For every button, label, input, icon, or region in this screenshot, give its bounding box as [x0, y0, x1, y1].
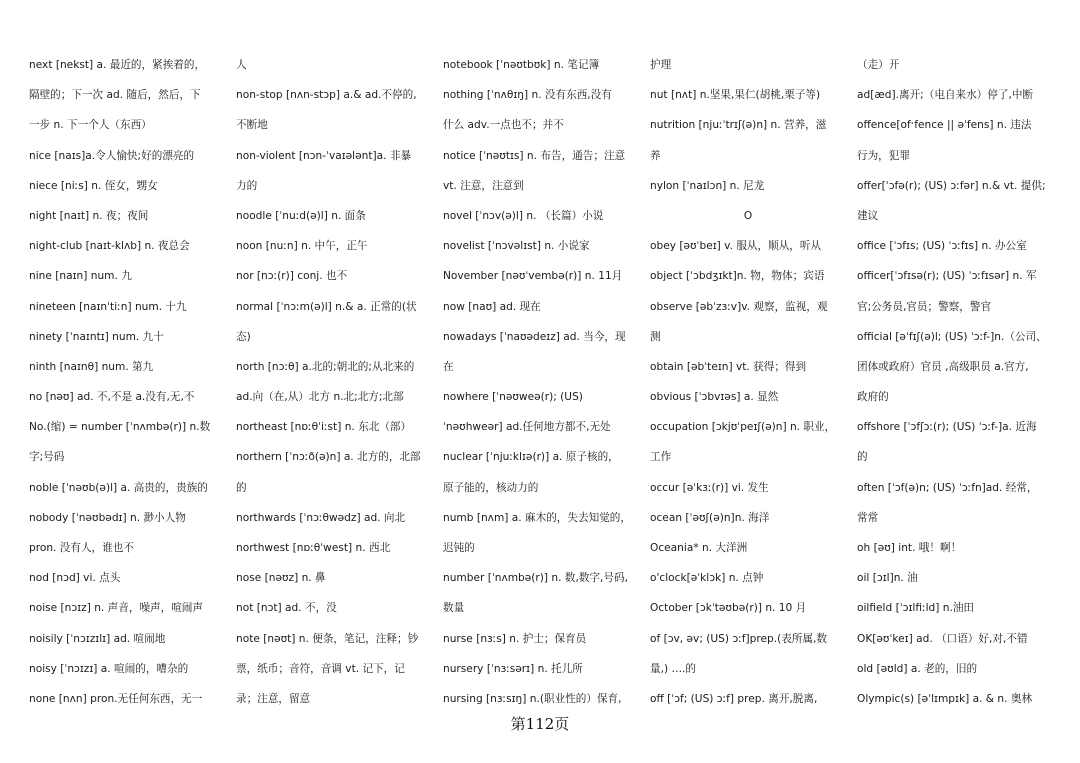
- entry-line: next [nekst] a. 最近的，紧挨着的，: [29, 59, 206, 71]
- entry-line: vt. 注意，注意到: [443, 179, 524, 192]
- column-4: [650, 50, 846, 714]
- entry-line: 建议: [857, 209, 879, 222]
- entry-line: northwards [ˈnɔːθwədz] ad. 向北: [236, 511, 406, 524]
- entry-line: nose [nəʊz] n. 鼻: [236, 572, 326, 585]
- entry-line: nobody [ˈnəʊbədɪ] n. 渺小人物: [29, 511, 186, 524]
- entry-line: ad[æd].离开;（电自来水）停了,中断: [857, 89, 1034, 102]
- entry-line: of [ɔv, əv; (US) ɔːf]prep.(表所属,数: [650, 632, 827, 645]
- entry-line: offshore [ˈɔfʃɔː(r); (US) ˈɔːf-]a. 近海: [857, 421, 1037, 434]
- entry-line: notice [ˈnəʊtɪs] n. 布告，通告；注意: [443, 149, 626, 162]
- column-2: [236, 50, 436, 714]
- entry-line: 团体或政府）官员 ,高级职员 a.官方,: [857, 360, 1029, 373]
- entry-line: obtain [əbˈteɪn] vt. 获得；得到: [650, 360, 807, 373]
- entry-line: ad.向（在,从）北方 n.北;北方;北部: [236, 391, 404, 404]
- entry-line: 迟钝的: [443, 542, 475, 554]
- entry-line: no [nəʊ] ad. 不,不是 a.没有,无,不: [29, 391, 195, 404]
- entry-line: 测: [650, 330, 661, 343]
- entry-line: 录；注意，留意: [236, 692, 311, 705]
- entry-line: 的: [236, 481, 247, 494]
- entry-line: none [nʌn] pron.无任何东西，无一: [29, 692, 203, 705]
- entry-line: ocean [ˈəʊʃ(ə)n]n. 海洋: [650, 511, 770, 524]
- entry-line: non-violent [nɔn-ˈvaɪələnt]a. 非暴: [236, 149, 412, 162]
- entry-line: 隔壁的；下一次 ad. 随后，然后，下: [29, 89, 201, 102]
- entry-line: night-club [naɪt-klʌb] n. 夜总会: [29, 240, 190, 253]
- entry-line: number [ˈnʌmbə(r)] n. 数,数字,号码,: [443, 572, 628, 585]
- entry-line: north [nɔːθ] a.北的;朝北的;从北来的: [236, 360, 415, 373]
- entry-line: 力的: [236, 179, 258, 192]
- entry-line: now [naʊ] ad. 现在: [443, 300, 541, 313]
- entry-line: OK[əʊˈkeɪ] ad. （口语）好,对,不错: [857, 632, 1028, 645]
- entry-line: noon [nuːn] n. 中午，正午: [236, 240, 368, 253]
- entry-line: 的: [857, 451, 868, 464]
- entry-line: 人: [236, 59, 247, 71]
- entry-line: noise [nɔɪz] n. 声音，噪声，喧闹声: [29, 602, 203, 615]
- column-3: [443, 50, 641, 714]
- entry-line: 字;号码: [29, 451, 65, 464]
- entry-line: Oceania* n. 大洋洲: [650, 542, 748, 554]
- entry-line: Olympic(s) [əˈlɪmpɪk] a. & n. 奥林: [857, 692, 1033, 705]
- entry-line: non-stop [nʌn-stɔp] a.& ad.不停的,: [236, 89, 417, 102]
- column-1: [29, 50, 229, 714]
- entry-line: 原子能的，核动力的: [443, 481, 539, 494]
- entry-line: obey [əʊˈbeɪ] v. 服从，顺从，听从: [650, 240, 822, 253]
- entry-line: northwest [nɒːθˈwest] n. 西北: [236, 542, 391, 554]
- entry-line: ninth [naɪnθ] num. 第九: [29, 360, 154, 373]
- entry-line: novel [ˈnɔv(ə)l] n. （长篇）小说: [443, 209, 604, 222]
- entry-line: old [əʊld] a. 老的，旧的: [857, 662, 978, 675]
- entry-line: nineteen [naɪnˈtiːn] num. 十九: [29, 300, 187, 313]
- entry-line: noisily [ˈnɔɪzɪlɪ] ad. 喧闹地: [29, 632, 166, 645]
- entry-line: pron. 没有人，谁也不: [29, 542, 134, 554]
- entry-line: ˈnəʊhweər] ad.任何地方都不,无处: [443, 421, 611, 434]
- entry-line: niece [niːs] n. 侄女，甥女: [29, 179, 158, 192]
- entry-line: November [nəʊˈvembə(r)] n. 11月: [443, 270, 623, 283]
- entry-line: oilfield [ˈɔɪlfiːld] n.油田: [857, 602, 975, 615]
- entry-line: oh [əʊ] int. 哦！啊！: [857, 542, 962, 554]
- entry-line: occur [əˈkɜː(r)] vi. 发生: [650, 481, 769, 494]
- entry-line: ninety [ˈnaɪntɪ] num. 九十: [29, 330, 164, 343]
- entry-line: nowhere [ˈnəʊweə(r); (US): [443, 391, 583, 404]
- entry-line: nurse [nɜːs] n. 护士；保育员: [443, 632, 587, 645]
- entry-line: 常常: [857, 511, 879, 524]
- entry-line: numb [nʌm] a. 麻木的，失去知觉的，: [443, 511, 631, 524]
- entry-line: noble [ˈnəʊb(ə)l] a. 高贵的，贵族的: [29, 481, 208, 494]
- entry-line: off [ˈɔf; (US) ɔːf] prep. 离开,脱离,: [650, 692, 818, 705]
- page-number: 第112页: [510, 715, 570, 733]
- entry-line: noisy [ˈnɔɪzɪ] a. 喧闹的，嘈杂的: [29, 662, 189, 675]
- entry-line: 态): [236, 330, 251, 343]
- entry-line: 护理: [650, 59, 672, 71]
- entry-line: 票，纸币；音符，音调 vt. 记下，记: [236, 662, 405, 675]
- entry-line: object [ˈɔbdʒɪkt]n. 物，物体；宾语: [650, 270, 825, 283]
- entry-line: O: [743, 209, 753, 222]
- entry-line: northeast [nɒːθˈiːst] n. 东北（部）: [236, 421, 412, 434]
- entry-line: often [ˈɔf(ə)n; (US) ˈɔːfn]ad. 经常，: [857, 481, 1038, 494]
- entry-line: nothing [ˈnʌθɪŋ] n. 没有东西,没有: [443, 89, 612, 102]
- entry-line: note [nəʊt] n. 便条，笔记，注释；钞: [236, 632, 419, 645]
- entry-line: nowadays [ˈnaʊədeɪz] ad. 当今，现: [443, 330, 626, 343]
- entry-line: oil [ɔɪl]n. 油: [857, 572, 918, 585]
- entry-line: observe [əbˈzɜːv]v. 观察，监视，观: [650, 300, 828, 313]
- entry-line: offer[ˈɔfə(r); (US) ɔːfər] n.& vt. 提供;: [857, 179, 1046, 192]
- entry-line: nursery [ˈnɜːsərɪ] n. 托儿所: [443, 662, 583, 675]
- entry-line: novelist [ˈnɔvəlɪst] n. 小说家: [443, 240, 590, 253]
- entry-line: not [nɔt] ad. 不，没: [236, 602, 337, 615]
- entry-line: official [əˈfɪʃ(ə)l; (US) ˈɔːf-]n.（公司、: [857, 330, 1047, 343]
- entry-line: No.(缩) = number [ˈnʌmbə(r)] n.数: [29, 421, 211, 434]
- entry-line: occupation [ɔkjʊˈpeɪʃ(ə)n] n. 职业，: [650, 421, 836, 434]
- entry-line: 养: [650, 149, 661, 162]
- entry-line: 数量: [443, 602, 465, 615]
- entry-line: 在: [443, 360, 454, 373]
- entry-line: normal [ˈnɔːm(ə)l] n.& a. 正常的(状: [236, 300, 417, 313]
- entry-line: nuclear [ˈnjuːklɪə(r)] a. 原子核的，: [443, 451, 619, 464]
- entry-line: nor [nɔː(r)] conj. 也不: [236, 270, 348, 283]
- entry-line: notebook [ˈnəʊtbʊk] n. 笔记簿: [443, 59, 600, 71]
- entry-line: 一步 n. 下一个人（东西）: [29, 119, 152, 132]
- entry-line: October [ɔkˈtəʊbə(r)] n. 10 月: [650, 602, 807, 615]
- entry-line: noodle [ˈnuːd(ə)l] n. 面条: [236, 209, 366, 222]
- entry-line: 工作: [650, 451, 672, 464]
- entry-line: 政府的: [857, 391, 889, 404]
- entry-line: nursing [nɜːsɪŋ] n.(职业性的）保育,: [443, 692, 622, 705]
- entry-line: nice [naɪs]a.令人愉快;好的漂亮的: [29, 149, 195, 162]
- entry-line: office [ˈɔfɪs; (US) ˈɔːfɪs] n. 办公室: [857, 240, 1027, 253]
- entry-line: o'clock[əˈklɔk] n. 点钟: [650, 572, 764, 585]
- entry-line: 官;公务员,官员；警察，警官: [857, 300, 992, 313]
- entry-line: northern [ˈnɔːð(ə)n] a. 北方的，北部: [236, 451, 421, 464]
- entry-line: offence[ofˑfence || əˈfens] n. 违法: [857, 119, 1032, 132]
- entry-line: 不断地: [236, 119, 268, 132]
- column-5: [857, 50, 1053, 714]
- entry-line: nylon [ˈnaɪlɔn] n. 尼龙: [650, 179, 765, 192]
- entry-line: nut [nʌt] n.坚果,果仁(胡桃,栗子等): [650, 89, 821, 102]
- entry-line: night [naɪt] n. 夜；夜间: [29, 209, 149, 222]
- entry-line: officer[ˈɔfɪsə(r); (US) ˈɔːfɪsər] n. 军: [857, 270, 1037, 283]
- entry-line: 什么 adv.一点也不；并不: [443, 119, 564, 132]
- entry-line: obvious [ˈɔbvɪəs] a. 显然: [650, 391, 779, 404]
- entry-line: 行为，犯罪: [857, 149, 910, 162]
- entry-line: nod [nɔd] vi. 点头: [29, 572, 121, 585]
- entry-line: nine [naɪn] num. 九: [29, 270, 132, 283]
- entry-line: （走）开: [857, 59, 900, 71]
- entry-line: 量,) ….的: [650, 662, 697, 675]
- entry-line: nutrition [njuːˈtrɪʃ(ə)n] n. 营养，滋: [650, 119, 827, 132]
